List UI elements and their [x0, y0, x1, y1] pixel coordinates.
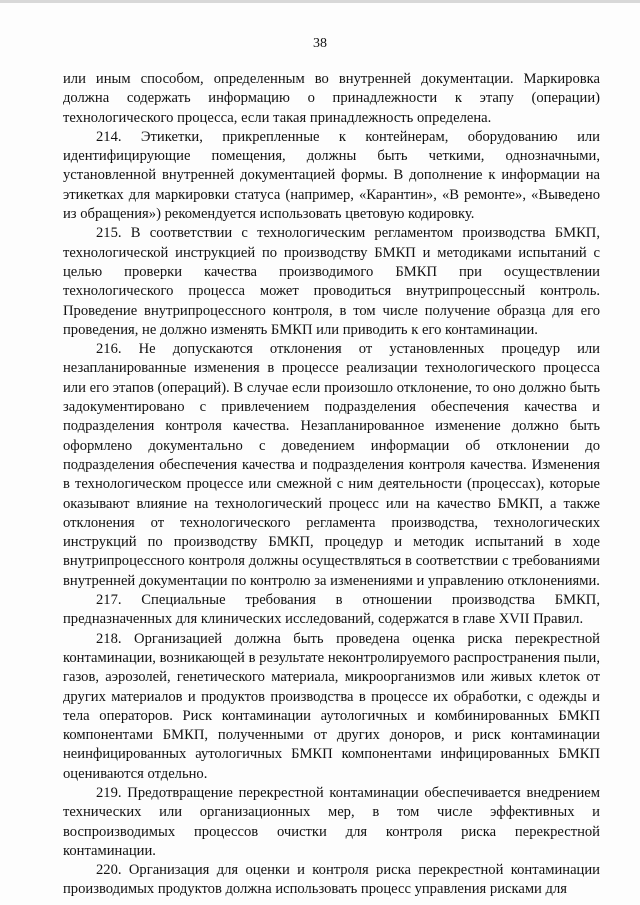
paragraph-continuation: или иным способом, определенным во внутренней документации. Маркировка должна содержать информацию о принадлежности к этапу (операции) технологического процесса, если такая принадлежность определена. — [63, 71, 600, 126]
page-number: 38 — [313, 36, 327, 51]
page-top-edge — [0, 0, 640, 3]
paragraph-218: 218. Организацией должна быть проведена оценка риска перекрестной контаминации, возникающей в результате неконтролируемого распространения пыли, газов, аэрозолей, генетического материала, микроорганизмов или живых клеток от других материалов и продуктов производства в процессе их обработки, с одежды и тела операторов. Риск контаминации аутологичных и комбинированных БМКП компонентами БМКП, полученными от других доноров, и риск контаминации неинфицированных аутологичных БМКП компонентами инфицированных БМКП оцениваются отдельно. — [63, 630, 600, 782]
paragraph-214: 214. Этикетки, прикрепленные к контейнерам, оборудованию или идентифицирующие помещения, должны быть четкими, однозначными, установленной внутренней документацией формы. В дополнение к информации на этикетках для маркировки статуса (например, «Карантин», «В ремонте», «Выведено из обращения») рекомендуется использовать цветовую кодировку. — [63, 128, 600, 223]
paragraph-216: 216. Не допускаются отклонения от установленных процедур или незапланированные изменения в процессе реализации технологического процесса или его этапов (операций). В случае если произошло отклонение, то оно должно быть задокументировано с привлечением подразделения обеспечения качества и подразделения контроля качества. Незапланированное изменение должно быть оформлено документально с доведением информации об отклонении до подразделения обеспечения качества и подразделения контроля качества. Изменения в технологическом процессе или смежной с ним деятельности (процессах), которые оказывают влияние на технологический процесс или на качество БМКП, а также отклонения от технологического регламента производства, технологических инструкций по производству БМКП, процедур и методик испытаний в ходе внутрипроцессного контроля должны осуществляться в соответствии с требованиями внутренней документации по контролю за изменениями и управлению отклонениями. — [63, 341, 600, 589]
paragraph-219: 219. Предотвращение перекрестной контаминации обеспечивается внедрением технических или организационных мер, в том числе эффективных и воспроизводимых процессов очистки для контроля риска перекрестной контаминации. — [63, 784, 600, 859]
paragraph-217: 217. Специальные требования в отношении производства БМКП, предназначенных для клинических исследований, содержатся в главе XVII Правил. — [63, 592, 600, 628]
paragraph-215: 215. В соответствии с технологическим регламентом производства БМКП, технологической инструкцией по производству БМКП и методиками испытаний с целью проверки качества производимого БМКП при осуществлении технологического процесса может проводиться внутрипроцессный контроль. Проведение внутрипроцессного контроля, в том числе получение образца для его проведения, не должно изменять БМКП или приводить к его контаминации. — [63, 225, 600, 338]
paragraph-220: 220. Организация для оценки и контроля риска перекрестной контаминации производимых продуктов должна использовать процесс управления рисками для — [63, 862, 600, 898]
document-body — [63, 70, 600, 900]
